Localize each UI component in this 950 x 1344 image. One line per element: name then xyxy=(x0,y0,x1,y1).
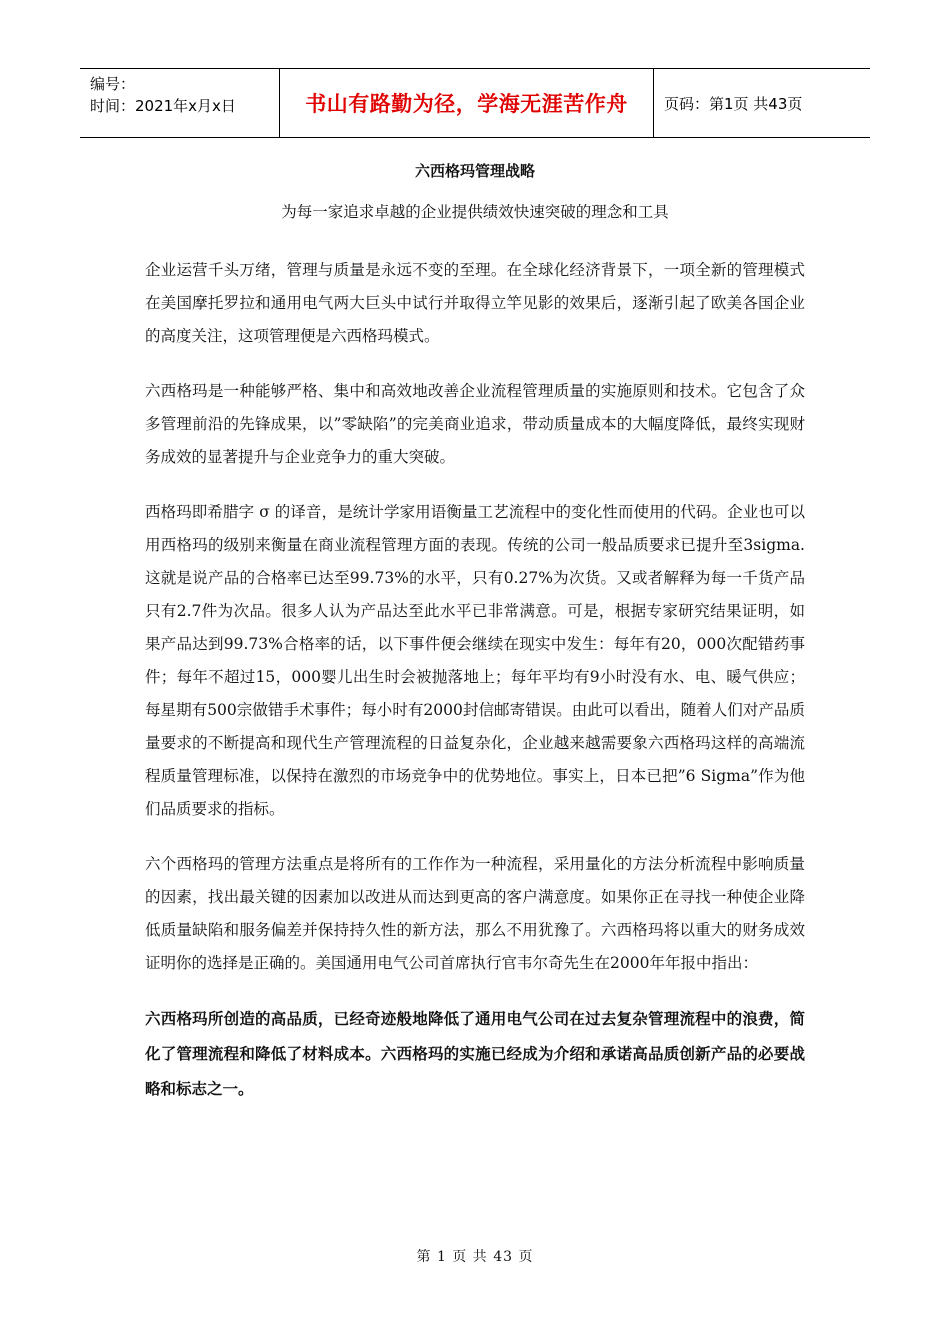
paragraph-intro: 企业运营千头万绪，管理与质量是永远不变的至理。在全球化经济背景下，一项全新的管理模式在美国摩托罗拉和通用电气两大巨头中试行并取得立竿见影的效果后，逐渐引起了欧美各国企业的高度关注，这项管理便是六西格玛模式。 xyxy=(145,261,805,345)
page-footer: 第 1 页 共 43 页 xyxy=(416,1249,534,1265)
paragraph-quote: 六西格玛所创造的高品质，已经奇迹般地降低了通用电气公司在过去复杂管理流程中的浪费，简化了管理流程和降低了材料成本。六西格玛的实施已经成为介绍和承诺高品质创新产品的必要战略和标志之一。 xyxy=(145,1010,805,1098)
paragraph-definition: 六西格玛是一种能够严格、集中和高效地改善企业流程管理质量的实施原则和技术。它包含了众多管理前沿的先锋成果，以”零缺陷”的完美商业追求，带动质量成本的大幅度降低，最终实现财务成效的显著提升与企业竞争力的重大突破。 xyxy=(145,382,805,466)
document-title: 六西格玛管理战略 xyxy=(414,162,535,180)
paragraph-sigma-explanation: 西格玛即希腊字 σ 的译音，是统计学家用语衡量工艺流程中的变化性而使用的代码。企业也可以用西格玛的级别来衡量在商业流程管理方面的表现。传统的公司一般品质要求已提升至3sigma.这就是说产品的合格率已达至99.73%的水平，只有0.27%为次货。又或者解释为每一千货产品只有2.7件为次品。很多人认为产品达至此水平已非常满意。可是，根据专家研究结果证明，如果产品达到99.73%合格率的话，以下事件便会继续在现实中发生：每年有20，000次配错药事件；每年不超过15，000婴儿出生时会被抛落地上；每年平均有9小时没有水、电、暖气供应；每星期有500宗做错手术事件；每小时有2000封信邮寄错误。由此可以看出，随着人们对产品质量要求的不断提高和现代生产管理流程的日益复杂化，企业越来越需要象六西格玛这样的高端流程质量管理标准，以保持在激烈的市场竞争中的优势地位。事实上，日本已把”6 Sigma”作为他们品质要求的指标。 xyxy=(145,503,805,818)
document-number-label: 编号： xyxy=(90,75,136,93)
document-body xyxy=(145,254,805,1129)
page-header xyxy=(80,68,870,138)
header-page-info: 页码：第1页 共43页 xyxy=(664,94,803,113)
document-date-label: 时间：2021年x月x日 xyxy=(90,97,236,115)
document-subtitle: 为每一家追求卓越的企业提供绩效快速突破的理念和工具 xyxy=(281,203,669,221)
header-motto: 书山有路勤为径，学海无涯苦作舟 xyxy=(280,69,654,137)
paragraph-method: 六个西格玛的管理方法重点是将所有的工作作为一种流程，采用量化的方法分析流程中影响质量的因素，找出最关键的因素加以改进从而达到更高的客户满意度。如果你正在寻找一种使企业降低质量缺陷和服务偏差并保持持久性的新方法，那么不用犹豫了。六西格玛将以重大的财务成效证明你的选择是正确的。美国通用电气公司首席执行官韦尔奇先生在2000年年报中指出： xyxy=(145,855,805,972)
header-meta xyxy=(80,69,280,137)
